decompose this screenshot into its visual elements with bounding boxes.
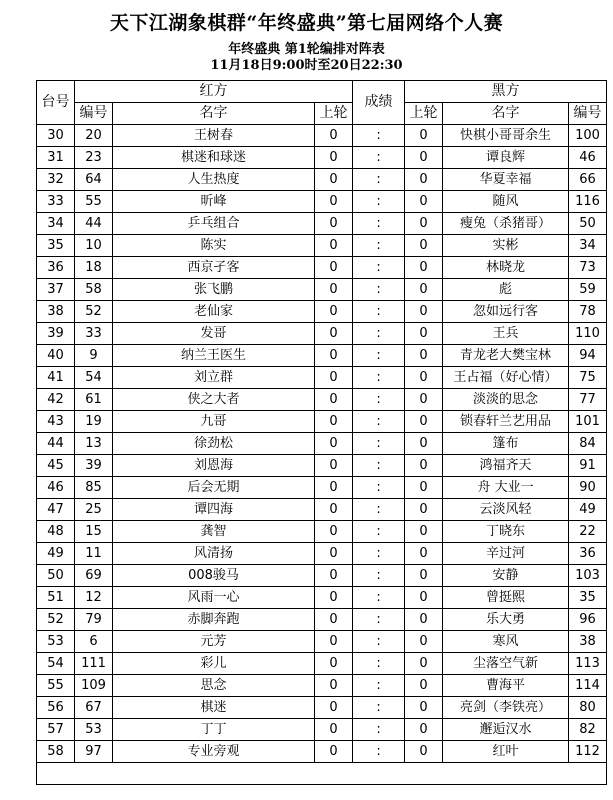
empty-cell — [37, 763, 607, 785]
red-number-cell: 25 — [75, 499, 113, 521]
score-cell: : — [353, 411, 405, 433]
table-number-cell: 40 — [37, 345, 75, 367]
table-row — [37, 675, 607, 697]
red-number-cell: 18 — [75, 257, 113, 279]
table-row — [37, 697, 607, 719]
table-number-cell: 33 — [37, 191, 75, 213]
table-row — [37, 587, 607, 609]
table-row — [37, 741, 607, 763]
red-last-round-cell: 0 — [315, 543, 353, 565]
black-last-round-cell: 0 — [405, 543, 443, 565]
col-header-result: 成绩 — [353, 81, 405, 125]
black-number-cell: 116 — [569, 191, 607, 213]
black-last-round-cell: 0 — [405, 477, 443, 499]
red-name-cell: 刘恩海 — [113, 455, 315, 477]
red-last-round-cell: 0 — [315, 411, 353, 433]
score-cell: : — [353, 257, 405, 279]
black-last-round-cell: 0 — [405, 389, 443, 411]
table-number-cell: 44 — [37, 433, 75, 455]
table-number-cell: 51 — [37, 587, 75, 609]
red-name-cell: 元芳 — [113, 631, 315, 653]
table-row — [37, 191, 607, 213]
table-number-cell: 45 — [37, 455, 75, 477]
red-name-cell: 龚智 — [113, 521, 315, 543]
black-number-cell: 112 — [569, 741, 607, 763]
red-number-cell: 61 — [75, 389, 113, 411]
table-number-cell: 37 — [37, 279, 75, 301]
black-number-cell: 90 — [569, 477, 607, 499]
black-last-round-cell: 0 — [405, 433, 443, 455]
pairing-table — [36, 80, 607, 785]
red-name-cell: 谭四海 — [113, 499, 315, 521]
red-name-cell: 风清扬 — [113, 543, 315, 565]
score-cell: : — [353, 147, 405, 169]
score-cell: : — [353, 433, 405, 455]
red-last-round-cell: 0 — [315, 191, 353, 213]
black-last-round-cell: 0 — [405, 719, 443, 741]
red-number-cell: 23 — [75, 147, 113, 169]
red-number-cell: 9 — [75, 345, 113, 367]
red-last-round-cell: 0 — [315, 257, 353, 279]
empty-row — [37, 763, 607, 785]
red-number-cell: 13 — [75, 433, 113, 455]
red-number-cell: 6 — [75, 631, 113, 653]
black-name-cell: 忽如远行客 — [443, 301, 569, 323]
page-title: 天下江湖象棋群“年终盛典”第七届网络个人赛 — [109, 12, 504, 34]
table-row — [37, 631, 607, 653]
red-last-round-cell: 0 — [315, 521, 353, 543]
score-cell: : — [353, 653, 405, 675]
black-name-cell: 篷布 — [443, 433, 569, 455]
table-row — [37, 477, 607, 499]
black-name-cell: 曾挺熙 — [443, 587, 569, 609]
score-cell: : — [353, 609, 405, 631]
score-cell: : — [353, 565, 405, 587]
black-number-cell: 73 — [569, 257, 607, 279]
red-last-round-cell: 0 — [315, 697, 353, 719]
round-label: 年终盛典 第1轮编排对阵表 — [228, 42, 385, 57]
black-number-cell: 101 — [569, 411, 607, 433]
table-row — [37, 609, 607, 631]
black-last-round-cell: 0 — [405, 147, 443, 169]
red-number-cell: 79 — [75, 609, 113, 631]
table-row — [37, 257, 607, 279]
black-last-round-cell: 0 — [405, 169, 443, 191]
black-name-cell: 舟 大业一 — [443, 477, 569, 499]
red-name-cell: 棋迷和球迷 — [113, 147, 315, 169]
table-number-cell: 52 — [37, 609, 75, 631]
red-name-cell: 老仙家 — [113, 301, 315, 323]
col-header-black-last-round: 上轮 — [405, 103, 443, 125]
red-number-cell: 54 — [75, 367, 113, 389]
black-number-cell: 114 — [569, 675, 607, 697]
red-last-round-cell: 0 — [315, 235, 353, 257]
red-number-cell: 33 — [75, 323, 113, 345]
red-last-round-cell: 0 — [315, 125, 353, 147]
red-last-round-cell: 0 — [315, 323, 353, 345]
black-last-round-cell: 0 — [405, 213, 443, 235]
red-last-round-cell: 0 — [315, 433, 353, 455]
table-number-cell: 43 — [37, 411, 75, 433]
page-subtitle — [0, 42, 613, 74]
black-number-cell: 50 — [569, 213, 607, 235]
score-cell: : — [353, 697, 405, 719]
table-row — [37, 367, 607, 389]
black-last-round-cell: 0 — [405, 565, 443, 587]
red-number-cell: 109 — [75, 675, 113, 697]
black-last-round-cell: 0 — [405, 345, 443, 367]
score-cell: : — [353, 213, 405, 235]
table-number-cell: 31 — [37, 147, 75, 169]
red-number-cell: 11 — [75, 543, 113, 565]
black-name-cell: 安静 — [443, 565, 569, 587]
red-name-cell: 纳兰王医生 — [113, 345, 315, 367]
table-number-cell: 55 — [37, 675, 75, 697]
black-name-cell: 寒风 — [443, 631, 569, 653]
black-number-cell: 59 — [569, 279, 607, 301]
table-number-cell: 50 — [37, 565, 75, 587]
red-name-cell: 赤脚奔跑 — [113, 609, 315, 631]
table-number-cell: 42 — [37, 389, 75, 411]
red-last-round-cell: 0 — [315, 455, 353, 477]
black-name-cell: 彪 — [443, 279, 569, 301]
red-name-cell: 008骏马 — [113, 565, 315, 587]
red-name-cell: 风雨一心 — [113, 587, 315, 609]
red-name-cell: 侠之大者 — [113, 389, 315, 411]
black-last-round-cell: 0 — [405, 609, 443, 631]
black-number-cell: 91 — [569, 455, 607, 477]
table-row — [37, 543, 607, 565]
black-name-cell: 王占福（好心情） — [443, 367, 569, 389]
red-name-cell: 专业旁观 — [113, 741, 315, 763]
score-cell: : — [353, 587, 405, 609]
red-number-cell: 12 — [75, 587, 113, 609]
red-name-cell: 王树春 — [113, 125, 315, 147]
black-name-cell: 淡淡的思念 — [443, 389, 569, 411]
black-name-cell: 丁晓东 — [443, 521, 569, 543]
black-name-cell: 林晓龙 — [443, 257, 569, 279]
red-last-round-cell: 0 — [315, 609, 353, 631]
red-last-round-cell: 0 — [315, 565, 353, 587]
score-cell: : — [353, 521, 405, 543]
black-last-round-cell: 0 — [405, 455, 443, 477]
col-header-table-no: 台号 — [37, 81, 75, 125]
black-number-cell: 34 — [569, 235, 607, 257]
black-number-cell: 22 — [569, 521, 607, 543]
black-name-cell: 实彬 — [443, 235, 569, 257]
table-row — [37, 521, 607, 543]
red-number-cell: 64 — [75, 169, 113, 191]
black-last-round-cell: 0 — [405, 697, 443, 719]
col-header-black-number: 编号 — [569, 103, 607, 125]
table-number-cell: 47 — [37, 499, 75, 521]
black-last-round-cell: 0 — [405, 521, 443, 543]
black-name-cell: 辛过河 — [443, 543, 569, 565]
red-last-round-cell: 0 — [315, 741, 353, 763]
red-number-cell: 58 — [75, 279, 113, 301]
red-number-cell: 10 — [75, 235, 113, 257]
black-name-cell: 曹海平 — [443, 675, 569, 697]
red-last-round-cell: 0 — [315, 477, 353, 499]
red-last-round-cell: 0 — [315, 389, 353, 411]
red-last-round-cell: 0 — [315, 213, 353, 235]
table-row — [37, 125, 607, 147]
black-name-cell: 华夏幸福 — [443, 169, 569, 191]
table-row — [37, 235, 607, 257]
black-number-cell: 75 — [569, 367, 607, 389]
score-cell: : — [353, 191, 405, 213]
black-number-cell: 36 — [569, 543, 607, 565]
table-row — [37, 323, 607, 345]
table-number-cell: 49 — [37, 543, 75, 565]
score-cell: : — [353, 741, 405, 763]
black-last-round-cell: 0 — [405, 301, 443, 323]
score-cell: : — [353, 455, 405, 477]
black-name-cell: 鸿福齐天 — [443, 455, 569, 477]
table-row — [37, 565, 607, 587]
table-row — [37, 169, 607, 191]
header-row-2 — [37, 103, 607, 125]
table-row — [37, 147, 607, 169]
red-last-round-cell: 0 — [315, 169, 353, 191]
black-number-cell: 80 — [569, 697, 607, 719]
score-cell: : — [353, 169, 405, 191]
black-name-cell: 云淡风轻 — [443, 499, 569, 521]
black-name-cell: 瘦兔（杀猪哥） — [443, 213, 569, 235]
score-cell: : — [353, 499, 405, 521]
red-name-cell: 思念 — [113, 675, 315, 697]
red-last-round-cell: 0 — [315, 587, 353, 609]
black-name-cell: 锁春轩兰艺用品 — [443, 411, 569, 433]
score-cell: : — [353, 389, 405, 411]
table-number-cell: 48 — [37, 521, 75, 543]
table-row — [37, 499, 607, 521]
black-last-round-cell: 0 — [405, 741, 443, 763]
table-number-cell: 39 — [37, 323, 75, 345]
table-row — [37, 433, 607, 455]
black-last-round-cell: 0 — [405, 279, 443, 301]
table-number-cell: 58 — [37, 741, 75, 763]
red-name-cell: 昕峰 — [113, 191, 315, 213]
col-header-red-number: 编号 — [75, 103, 113, 125]
red-name-cell: 后会无期 — [113, 477, 315, 499]
table-number-cell: 56 — [37, 697, 75, 719]
black-number-cell: 96 — [569, 609, 607, 631]
table-row — [37, 301, 607, 323]
table-number-cell: 35 — [37, 235, 75, 257]
black-number-cell: 82 — [569, 719, 607, 741]
red-last-round-cell: 0 — [315, 631, 353, 653]
black-number-cell: 38 — [569, 631, 607, 653]
red-number-cell: 39 — [75, 455, 113, 477]
table-row — [37, 455, 607, 477]
black-name-cell: 亮剑（李铁亮） — [443, 697, 569, 719]
table-row — [37, 411, 607, 433]
black-last-round-cell: 0 — [405, 499, 443, 521]
score-cell: : — [353, 235, 405, 257]
black-name-cell: 邂逅汉水 — [443, 719, 569, 741]
score-cell: : — [353, 345, 405, 367]
red-name-cell: 九哥 — [113, 411, 315, 433]
red-last-round-cell: 0 — [315, 367, 353, 389]
table-row — [37, 653, 607, 675]
red-last-round-cell: 0 — [315, 279, 353, 301]
red-name-cell: 发哥 — [113, 323, 315, 345]
score-cell: : — [353, 543, 405, 565]
black-number-cell: 113 — [569, 653, 607, 675]
red-number-cell: 111 — [75, 653, 113, 675]
red-number-cell: 97 — [75, 741, 113, 763]
red-number-cell: 52 — [75, 301, 113, 323]
black-name-cell: 尘落空气新 — [443, 653, 569, 675]
table-number-cell: 57 — [37, 719, 75, 741]
black-name-cell: 青龙老大樊宝林 — [443, 345, 569, 367]
header-row-1 — [37, 81, 607, 103]
black-name-cell: 乐大勇 — [443, 609, 569, 631]
black-last-round-cell: 0 — [405, 367, 443, 389]
table-number-cell: 53 — [37, 631, 75, 653]
red-number-cell: 20 — [75, 125, 113, 147]
red-number-cell: 15 — [75, 521, 113, 543]
black-number-cell: 100 — [569, 125, 607, 147]
red-number-cell: 19 — [75, 411, 113, 433]
black-last-round-cell: 0 — [405, 257, 443, 279]
table-number-cell: 34 — [37, 213, 75, 235]
red-last-round-cell: 0 — [315, 301, 353, 323]
black-last-round-cell: 0 — [405, 125, 443, 147]
table-number-cell: 54 — [37, 653, 75, 675]
score-cell: : — [353, 125, 405, 147]
black-name-cell: 红叶 — [443, 741, 569, 763]
col-header-black: 黑方 — [405, 81, 607, 103]
table-number-cell: 30 — [37, 125, 75, 147]
score-cell: : — [353, 367, 405, 389]
black-number-cell: 35 — [569, 587, 607, 609]
black-number-cell: 46 — [569, 147, 607, 169]
red-name-cell: 张飞鹏 — [113, 279, 315, 301]
red-name-cell: 棋迷 — [113, 697, 315, 719]
table-row — [37, 213, 607, 235]
red-name-cell: 人生热度 — [113, 169, 315, 191]
score-cell: : — [353, 301, 405, 323]
black-number-cell: 49 — [569, 499, 607, 521]
table-number-cell: 41 — [37, 367, 75, 389]
red-name-cell: 刘立群 — [113, 367, 315, 389]
black-number-cell: 78 — [569, 301, 607, 323]
red-name-cell: 乒乓组合 — [113, 213, 315, 235]
black-last-round-cell: 0 — [405, 191, 443, 213]
col-header-red: 红方 — [75, 81, 353, 103]
red-last-round-cell: 0 — [315, 345, 353, 367]
red-name-cell: 彩儿 — [113, 653, 315, 675]
table-number-cell: 38 — [37, 301, 75, 323]
black-name-cell: 王兵 — [443, 323, 569, 345]
black-name-cell: 随风 — [443, 191, 569, 213]
red-number-cell: 55 — [75, 191, 113, 213]
red-name-cell: 徐劲松 — [113, 433, 315, 455]
black-name-cell: 快棋小哥哥余生 — [443, 125, 569, 147]
black-last-round-cell: 0 — [405, 323, 443, 345]
red-number-cell: 44 — [75, 213, 113, 235]
score-cell: : — [353, 323, 405, 345]
black-last-round-cell: 0 — [405, 653, 443, 675]
black-last-round-cell: 0 — [405, 587, 443, 609]
red-number-cell: 67 — [75, 697, 113, 719]
black-last-round-cell: 0 — [405, 235, 443, 257]
black-number-cell: 110 — [569, 323, 607, 345]
score-cell: : — [353, 719, 405, 741]
red-number-cell: 53 — [75, 719, 113, 741]
col-header-black-name: 名字 — [443, 103, 569, 125]
black-number-cell: 66 — [569, 169, 607, 191]
red-last-round-cell: 0 — [315, 675, 353, 697]
col-header-red-name: 名字 — [113, 103, 315, 125]
red-last-round-cell: 0 — [315, 499, 353, 521]
black-last-round-cell: 0 — [405, 675, 443, 697]
red-last-round-cell: 0 — [315, 147, 353, 169]
score-cell: : — [353, 675, 405, 697]
red-name-cell: 丁丁 — [113, 719, 315, 741]
red-number-cell: 69 — [75, 565, 113, 587]
table-number-cell: 46 — [37, 477, 75, 499]
black-number-cell: 84 — [569, 433, 607, 455]
black-number-cell: 103 — [569, 565, 607, 587]
table-row — [37, 279, 607, 301]
red-name-cell: 陈实 — [113, 235, 315, 257]
red-number-cell: 85 — [75, 477, 113, 499]
black-number-cell: 77 — [569, 389, 607, 411]
score-cell: : — [353, 279, 405, 301]
black-name-cell: 谭良辉 — [443, 147, 569, 169]
time-range: 11月18日9:00时至20日22:30 — [210, 58, 403, 73]
score-cell: : — [353, 631, 405, 653]
table-row — [37, 345, 607, 367]
table-row — [37, 389, 607, 411]
table-number-cell: 32 — [37, 169, 75, 191]
black-number-cell: 94 — [569, 345, 607, 367]
black-last-round-cell: 0 — [405, 631, 443, 653]
red-last-round-cell: 0 — [315, 653, 353, 675]
score-cell: : — [353, 477, 405, 499]
table-row — [37, 719, 607, 741]
table-number-cell: 36 — [37, 257, 75, 279]
red-last-round-cell: 0 — [315, 719, 353, 741]
col-header-red-last-round: 上轮 — [315, 103, 353, 125]
black-last-round-cell: 0 — [405, 411, 443, 433]
red-name-cell: 西京孑客 — [113, 257, 315, 279]
